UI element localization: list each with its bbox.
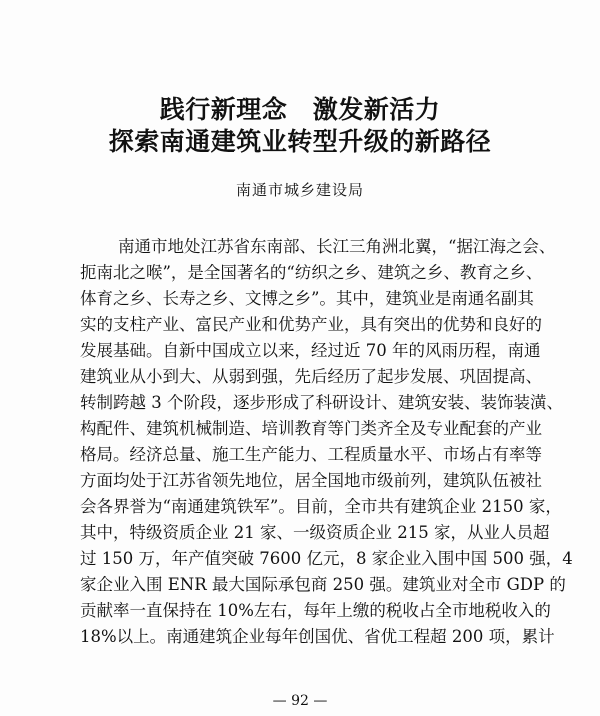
- paragraph-line: 体育之乡、长寿之乡、文博之乡”。其中，建筑业是南通名副其: [80, 289, 534, 308]
- paragraph-line: 扼南北之喉”，是全国著名的“纺织之乡、建筑之乡、教育之乡、: [80, 263, 543, 282]
- paragraph-line: 18%以上。南通建筑企业每年创国优、省优工程超 200 项，累计: [80, 627, 555, 646]
- paragraph-line: 格局。经济总量、施工生产能力、工程质量水平、市场占有率等: [80, 445, 542, 464]
- paragraph-line: 家企业入围 ENR 最大国际承包商 250 强。建筑业对全市 GDP 的: [80, 575, 566, 594]
- title-line-2: 探索南通建筑业转型升级的新路径: [108, 127, 492, 156]
- page-number: — 92 —: [272, 693, 328, 709]
- author: 南通市城乡建设局: [235, 181, 364, 199]
- title-line-1: 践行新理念 激发新活力: [159, 95, 441, 124]
- paragraph-line: 南通市地处江苏省东南部、长江三角洲北翼，“据江海之会、: [118, 237, 556, 256]
- paragraph-line: 其中，特级资质企业 21 家、一级资质企业 215 家，从业人员超: [80, 523, 550, 542]
- paragraph-line: 实的支柱产业、富民产业和优势产业，具有突出的优势和良好的: [80, 315, 542, 334]
- paragraph-line: 贡献率一直保持在 10%左右，每年上缴的税收占全市地税收入的: [80, 601, 551, 620]
- paragraph-line: 发展基础。自新中国成立以来，经过近 70 年的风雨历程，南通: [80, 341, 541, 360]
- paragraph-line: 会各界誉为“南通建筑铁军”。目前，全市共有建筑企业 2150 家，: [80, 497, 562, 516]
- paragraph-line: 方面均处于江苏省领先地位，居全国地市级前列，建筑队伍被社: [80, 471, 542, 490]
- paragraph-line: 建筑业从小到大、从弱到强，先后经历了起步发展、巩固提高、: [80, 367, 542, 386]
- paragraph-line: 构配件、建筑机械制造、培训教育等门类齐全及专业配套的产业: [80, 419, 542, 438]
- paragraph-line: 转制跨越 3 个阶段，逐步形成了科研设计、建筑安装、装饰装潢、: [80, 393, 563, 412]
- paragraph-line: 过 150 万，年产值突破 7600 亿元，8 家企业入围中国 500 强，4: [80, 549, 573, 568]
